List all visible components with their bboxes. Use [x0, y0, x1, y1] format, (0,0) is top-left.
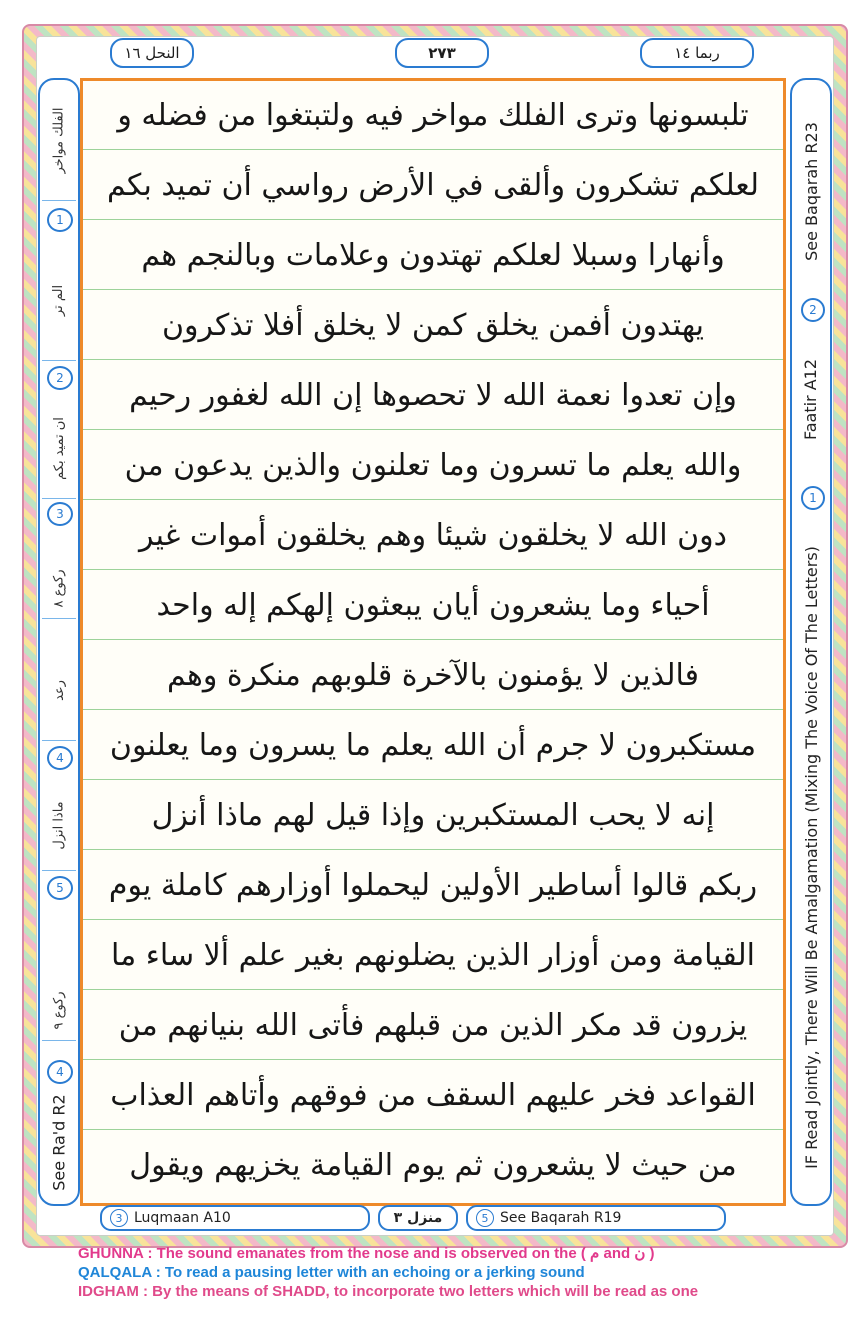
left-bottom-badge: 4: [47, 1060, 73, 1084]
text-line: والله يعلم ما تسرون وما تعلنون والذين يدعون من: [83, 431, 783, 500]
text-line: يهتدون أفمن يخلق كمن لا يخلق أفلا تذكرون: [83, 291, 783, 360]
text-line: القواعد فخر عليهم السقف من فوقهم وأتاهم العذاب: [83, 1061, 783, 1130]
left-note-4: رعد: [42, 640, 76, 741]
footer-ref2-badge: 5: [476, 1209, 494, 1227]
text-line: أحياء وما يشعرون أيان يبعثون إلهكم إله واحد: [83, 571, 783, 640]
left-ruku-9: ركوع ٩: [42, 980, 76, 1041]
text-line: القيامة ومن أوزار الذين يضلونهم بغير علم ألا ساء ما: [83, 921, 783, 990]
left-note-3-badge: 3: [47, 502, 73, 526]
text-line: وإن تعدوا نعمة الله لا تحصوها إن الله لغفور رحيم: [83, 361, 783, 430]
text-line: إنه لا يحب المستكبرين وإذا قيل لهم ماذا أنزل: [83, 781, 783, 850]
text-line: من حيث لا يشعرون ثم يوم القيامة يخزيهم ويقول: [129, 1147, 737, 1183]
left-note-1-badge: 1: [47, 208, 73, 232]
footer-ref1-badge: 3: [110, 1209, 128, 1227]
right-note-bottom: IF Read Jointly, There Will Be Amalgamation (Mixing The Voice Of The Letters): [801, 545, 821, 1169]
juz-label: ربما ١٤: [640, 38, 754, 68]
tajweed-legend: [78, 1244, 818, 1301]
right-note-mid: Faatir A12: [801, 358, 821, 440]
text-line: يزرون قد مكر الذين من قبلهم فأتى الله بنيانهم من: [83, 991, 783, 1060]
left-note-5-badge: 5: [47, 876, 73, 900]
page-number: ٢٧٣: [395, 38, 489, 68]
left-note-2: الم تر: [42, 240, 76, 361]
left-note-bottom: See Ra'd R2: [49, 1093, 69, 1191]
text-line: دون الله لا يخلقون شيئا وهم يخلقون أموات غير: [83, 501, 783, 570]
left-note-5: ماذا انزل: [42, 780, 76, 871]
footer-strip: [100, 1206, 780, 1230]
quran-text-panel: [80, 78, 786, 1206]
right-margin-column: [790, 78, 832, 1206]
text-line: فالذين لا يؤمنون بالآخرة قلوبهم منكرة وهم: [83, 641, 783, 710]
manzil-label: منزل ٣: [378, 1205, 458, 1231]
footer-ref-baqarah: [466, 1205, 726, 1231]
left-note-4-badge: 4: [47, 746, 73, 770]
left-ruku-8: ركوع ٨: [42, 558, 76, 619]
footer-ref2-text: See Baqarah R19: [500, 1210, 622, 1226]
left-note-3: ان تميد بكم: [42, 398, 76, 499]
left-margin-column: [38, 78, 80, 1206]
footer-ref1-text: Luqmaan A10: [134, 1210, 231, 1226]
legend-qalqala: QALQALA : To read a pausing letter with an echoing or a jerking sound: [78, 1264, 585, 1281]
left-note-2-badge: 2: [47, 366, 73, 390]
right-note-top: See Baqarah R23: [801, 121, 821, 261]
text-line: تلبسونها وترى الفلك مواخر فيه ولتبتغوا من فضله و: [83, 81, 783, 150]
text-line: مستكبرون لا جرم أن الله يعلم ما يسرون وما يعلنون: [83, 711, 783, 780]
surah-label: النحل ١٦: [110, 38, 194, 68]
text-line: وأنهارا وسبلا لعلكم تهتدون وعلامات وبالنجم هم: [83, 221, 783, 290]
right-note-mid-badge: 1: [801, 486, 825, 510]
right-note-top-badge: 2: [801, 298, 825, 322]
text-line: لعلكم تشكرون وألقى في الأرض رواسي أن تميد بكم: [83, 151, 783, 220]
footer-ref-luqmaan: [100, 1205, 370, 1231]
text-line: ربكم قالوا أساطير الأولين ليحملوا أوزارهم كاملة يوم: [83, 851, 783, 920]
legend-ghunna: GHUNNA : The sound emanates from the nose and is observed on the ( م and ن ): [78, 1245, 655, 1262]
left-note-1: الفلك مواخر: [42, 80, 76, 201]
legend-idgham: IDGHAM : By the means of SHADD, to incorporate two letters which will be read as one: [78, 1283, 699, 1300]
